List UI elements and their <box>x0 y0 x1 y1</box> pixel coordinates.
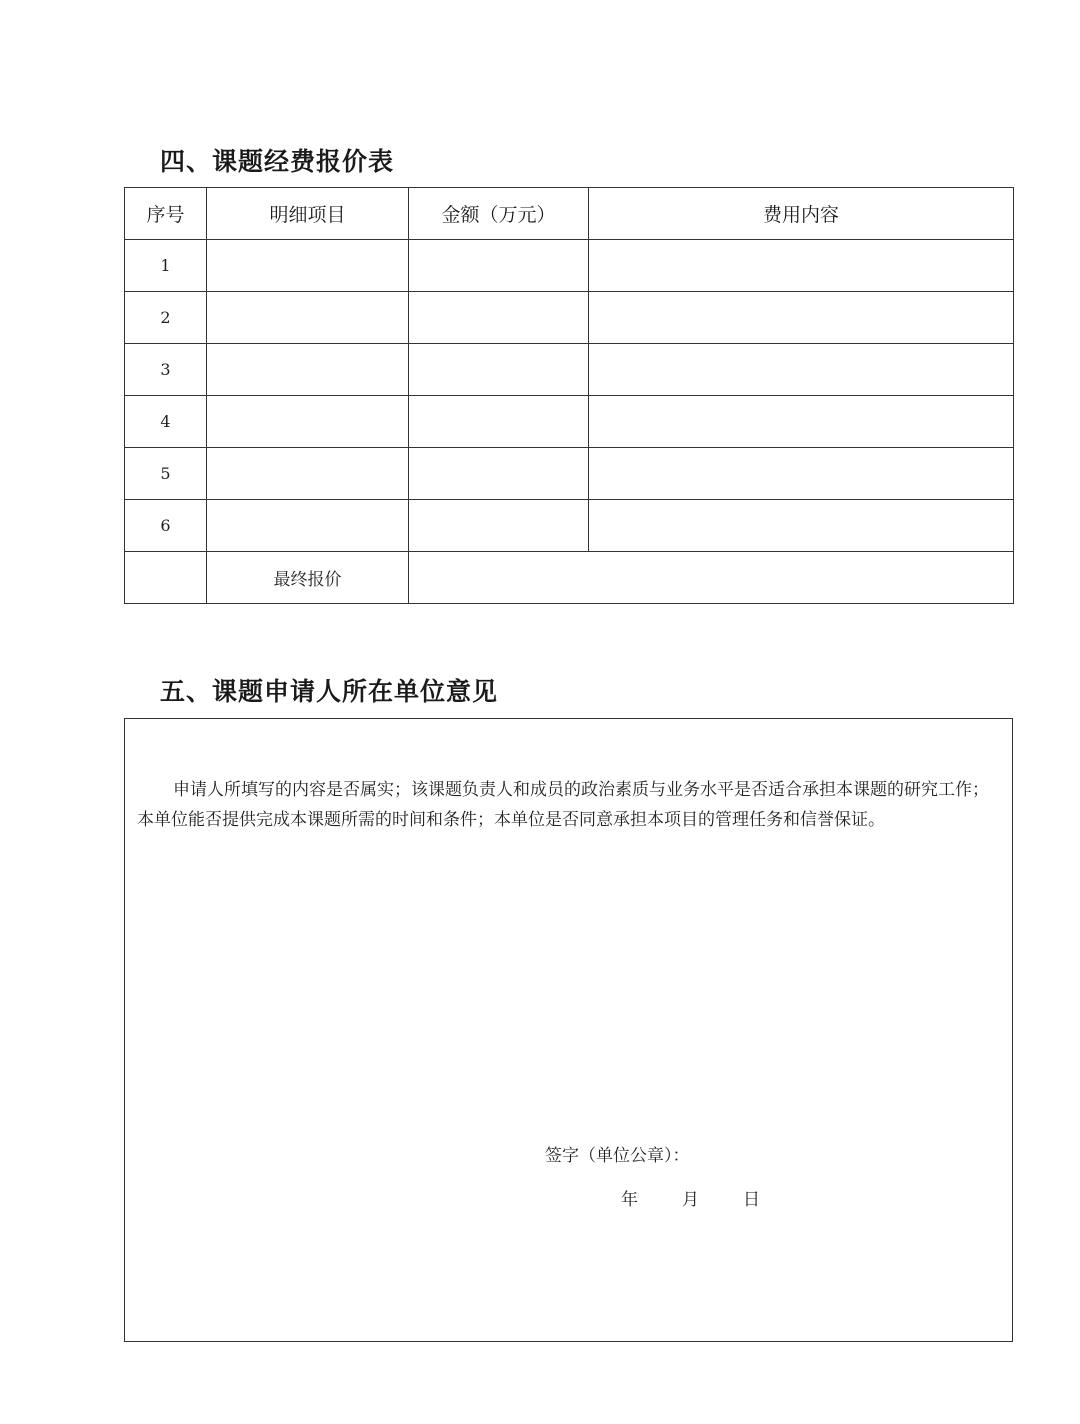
header-item: 明细项目 <box>207 188 409 240</box>
item-cell[interactable] <box>207 344 409 396</box>
amount-cell[interactable] <box>409 240 589 292</box>
row-number: 5 <box>125 448 207 500</box>
content-cell[interactable] <box>589 396 1014 448</box>
item-cell[interactable] <box>207 240 409 292</box>
table-row <box>125 448 1014 500</box>
row-number: 4 <box>125 396 207 448</box>
item-cell[interactable] <box>207 448 409 500</box>
signature-label: 签字（单位公章）： <box>545 1146 690 1166</box>
budget-table <box>124 187 1014 604</box>
unit-opinion-box[interactable] <box>124 718 1013 1342</box>
content-cell[interactable] <box>589 448 1014 500</box>
table-row <box>125 396 1014 448</box>
header-content: 费用内容 <box>589 188 1014 240</box>
row-number: 6 <box>125 500 207 552</box>
final-price-value[interactable] <box>409 552 1014 604</box>
content-cell[interactable] <box>589 344 1014 396</box>
amount-cell[interactable] <box>409 448 589 500</box>
amount-cell[interactable] <box>409 500 589 552</box>
table-row <box>125 240 1014 292</box>
section-5-title: 五、课题申请人所在单位意见 <box>160 677 499 706</box>
item-cell[interactable] <box>207 292 409 344</box>
header-amount: 金额（万元） <box>409 188 589 240</box>
amount-cell[interactable] <box>409 396 589 448</box>
content-cell[interactable] <box>589 500 1014 552</box>
content-cell[interactable] <box>589 240 1014 292</box>
row-number: 1 <box>125 240 207 292</box>
date-row <box>621 1185 760 1210</box>
item-cell[interactable] <box>207 500 409 552</box>
section-4-title: 四、课题经费报价表 <box>160 147 395 176</box>
amount-cell[interactable] <box>409 292 589 344</box>
content-cell[interactable] <box>589 292 1014 344</box>
row-number: 3 <box>125 344 207 396</box>
final-price-row <box>125 552 1014 604</box>
date-month: 月 <box>682 1190 699 1210</box>
table-row <box>125 500 1014 552</box>
opinion-instructions: 申请人所填写的内容是否属实；该课题负责人和成员的政治素质与业务水平是否适合承担本课题的研究工作；本单位能否提供完成本课题所需的时间和条件；本单位是否同意承担本项目的管理任务和信誉保证。 <box>137 780 989 830</box>
final-row-number <box>125 552 207 604</box>
table-row <box>125 344 1014 396</box>
table-row <box>125 292 1014 344</box>
table-header-row <box>125 188 1014 240</box>
final-price-label: 最终报价 <box>207 552 409 604</box>
date-day: 日 <box>743 1190 760 1210</box>
item-cell[interactable] <box>207 396 409 448</box>
row-number: 2 <box>125 292 207 344</box>
amount-cell[interactable] <box>409 344 589 396</box>
date-year: 年 <box>621 1190 638 1210</box>
header-no: 序号 <box>125 188 207 240</box>
